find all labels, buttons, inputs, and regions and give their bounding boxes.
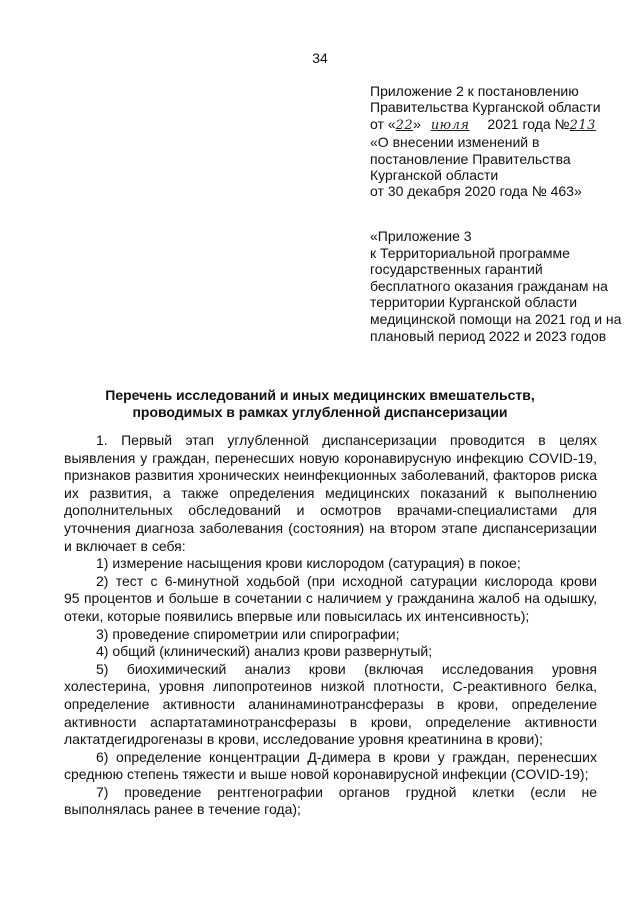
body-line: лактатдегидрогеназы в крови, исследование уровня креатинина в крови); [64, 731, 543, 748]
body-line: выявления у граждан, перенесших новую коронавирусную инфекцию COVID-19, [64, 449, 597, 466]
body-line: активности аспартатаминотрансферазы в крови, определение активности [64, 713, 597, 730]
body-line: 1. Первый этап углубленной диспансеризации проводится в целях [96, 432, 597, 448]
body-line: 2) тест с 6-минутной ходьбой (при исходной сатурации кислорода крови [96, 572, 597, 589]
body-line: 1) измерение насыщения крови кислородом (сатурация) в покое; [96, 555, 521, 572]
appendix2-header [370, 83, 632, 200]
document-title [60, 387, 580, 420]
handwritten-number: 213 [569, 117, 596, 133]
body-line: среднюю степень тяжести и выше новой коронавирусной инфекции (COVID-19); [64, 766, 589, 783]
appendix2-date-mid: » [413, 115, 425, 132]
appendix2-line: от 30 декабря 2020 года № 463» [370, 183, 582, 200]
body-line: выполнялась ранее в течение года); [64, 801, 301, 818]
body-line: 6) определение концентрации Д-димера в крови у граждан, перенесших [96, 748, 597, 765]
appendix3-line: медицинской помощи на 2021 год и на [370, 310, 622, 327]
body-line: холестерина, уровня липопротеинов низкой плотности, С-реактивного белка, [64, 678, 597, 695]
appendix3-header [370, 228, 632, 344]
body-line: 95 процентов и больше в сочетании с наличием у гражданина жалоб на одышку, [64, 590, 597, 607]
appendix3-line: государственных гарантий [370, 261, 543, 278]
appendix2-date-year: 2021 года № [483, 115, 570, 132]
body-line: 3) проведение спирометрии или спирографии; [96, 625, 400, 642]
appendix2-line: постановление Правительства [370, 150, 571, 167]
handwritten-month: июля [430, 117, 470, 133]
body-line: 4) общий (клинический) анализ крови развернутый; [96, 643, 433, 660]
body-line: дополнительных обследований и осмотров врачами-специалистами для [64, 502, 597, 519]
document-body [64, 432, 597, 819]
appendix3-line: территории Курганской области [370, 294, 578, 311]
appendix3-line: бесплатного оказания гражданам на [370, 277, 608, 294]
appendix2-line: Правительства Курганской области [370, 99, 601, 116]
body-line: 7) проведение рентгенографии органов грудной клетки (если не [96, 783, 597, 800]
body-line: признаков развития хронических неинфекционных заболеваний, факторов риска [64, 467, 597, 484]
appendix2-date-prefix: от « [370, 115, 396, 132]
title-line: Перечень исследований и иных медицинских вмешательств, [105, 387, 535, 403]
appendix2-line: Приложение 2 к постановлению [370, 83, 579, 99]
body-line: определение активности аланинаминотрансферазы в крови, определение [64, 695, 597, 712]
body-line: 5) биохимический анализ крови (включая исследования уровня [96, 660, 597, 677]
body-line: уточнения диагноза заболевания (состояния) на втором этапе диспансеризации [64, 519, 597, 536]
appendix2-line: «О внесении изменений в [370, 134, 540, 151]
body-line: и включает в себя: [64, 537, 186, 554]
appendix2-line: Курганской области [370, 167, 499, 184]
body-line: отеки, которые появились впервые или повысилась их интенсивность); [64, 607, 530, 624]
title-line: проводимых в рамках углубленной диспансеризации [132, 403, 508, 420]
handwritten-day: 22 [395, 117, 414, 133]
appendix3-line: к Территориальной программе [370, 244, 570, 261]
appendix3-line: плановый период 2022 и 2023 годов [370, 327, 607, 344]
page-number: 34 [312, 50, 328, 66]
appendix2-date-line [370, 116, 632, 134]
appendix3-line: «Приложение 3 [370, 228, 472, 244]
body-line: их развития, а также определения медицинских показаний к выполнению [64, 484, 597, 501]
